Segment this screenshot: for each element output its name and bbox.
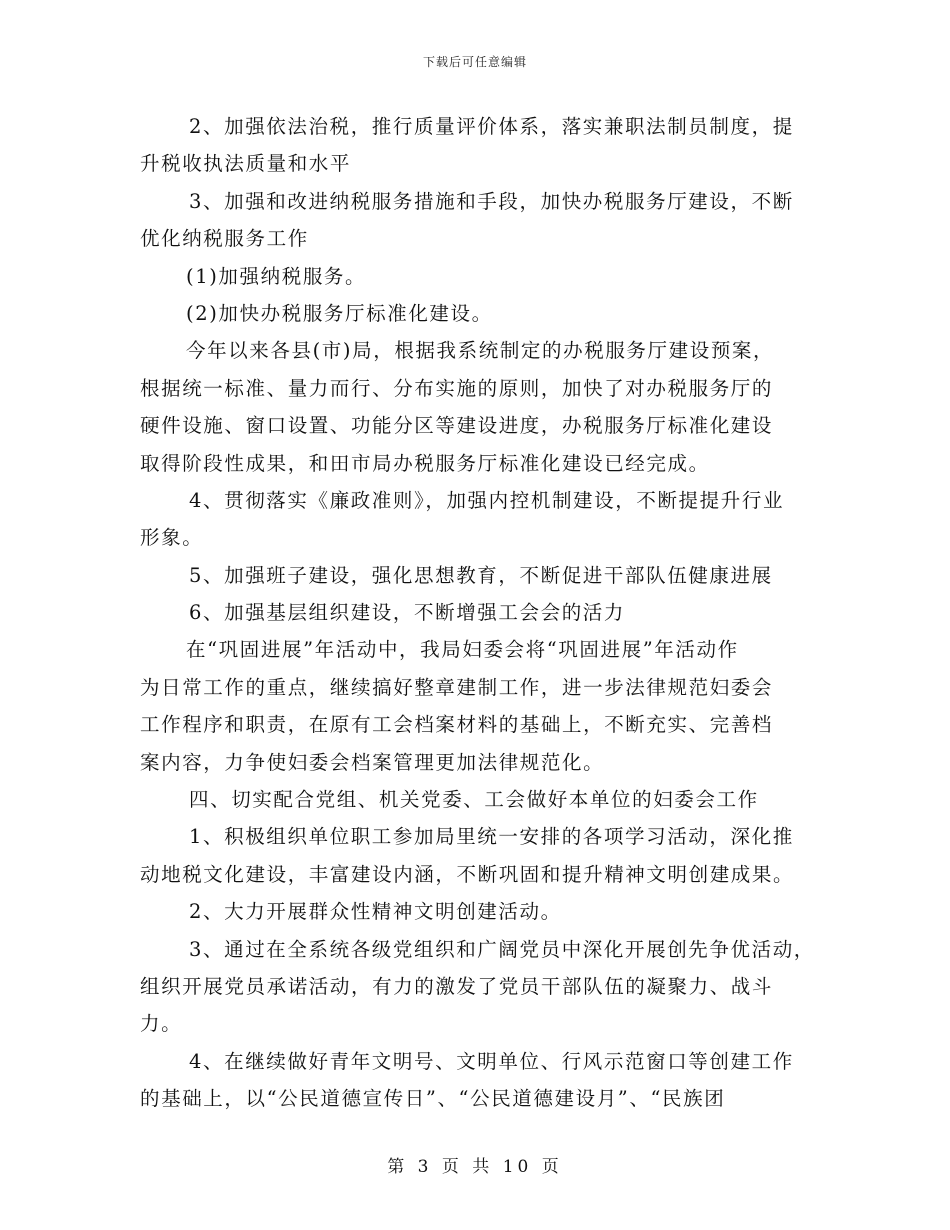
text-line: 为日常工作的重点，继续搞好整章建制工作，进一步法律规范妇委会 [140,675,774,699]
text-line: 根据统一标准、量力而行、分布实施的原则，加快了对办税服务厅的 [140,376,774,400]
text-line: 组织开展党员承诺活动，有力的激发了党员干部队伍的凝聚力、战斗 [140,974,774,998]
text-line: 动地税文化建设，丰富建设内涵，不断巩固和提升精神文明创建成果。 [140,862,795,886]
text-line: 形象。 [140,526,204,550]
text-line: 取得阶段性成果，和田市局办税服务厅标准化建设已经完成。 [140,451,710,475]
text-line: 今年以来各县(市)局，根据我系统制定的办税服务厅建设预案， [186,339,775,363]
text-line: 升税收执法质量和水平 [140,152,352,176]
section-heading: 四、切实配合党组、机关党委、工会做好本单位的妇委会工作 [189,788,759,812]
text-line: 工作程序和职责，在原有工会档案材料的基础上，不断充实、完善档 [140,713,774,737]
text-line: 3、通过在全系统各级党组织和广阔党员中深化开展创先争优活动， [189,937,815,961]
page-number-footer: 第 3 页 共 10 页 [387,1157,563,1177]
document-body [140,108,820,1118]
text-line: 案内容，力争使妇委会档案管理更加法律规范化。 [140,750,605,774]
text-line: (2)加快办税服务厅标准化建设。 [186,301,493,325]
text-line: 1、积极组织单位职工参加局里统一安排的各项学习活动，深化推 [189,825,794,849]
text-line: 在“巩固进展”年活动中，我局妇委会将“巩固进展”年活动作 [186,638,739,662]
text-line: 力。 [140,1012,183,1036]
text-line: 2、大力开展群众性精神文明创建活动。 [189,900,562,924]
text-line: 4、在继续做好青年文明号、文明单位、行风示范窗口等创建工作 [189,1049,794,1073]
text-line: 硬件设施、窗口设置、功能分区等建设进度，办税服务厅标准化建设 [140,414,774,438]
text-line: 2、加强依法治税，推行质量评价体系，落实兼职法制员制度，提 [189,115,794,138]
text-line: 的基础上，以“公民道德宣传日”、“公民道德建设月”、“民族团 [140,1087,726,1111]
text-line: 5、加强班子建设，强化思想教育，不断促进干部队伍健康进展 [189,563,773,587]
text-line: (1)加强纳税服务。 [186,264,367,288]
page-header-note: 下载后可任意编辑 [422,55,527,69]
text-line: 6、加强基层组织建设，不断增强工会会的活力 [189,601,626,625]
text-line: 3、加强和改进纳税服务措施和手段，加快办税服务厅建设，不断 [189,189,794,213]
text-line: 优化纳税服务工作 [140,227,309,251]
text-line: 4、贯彻落实《廉政准则》，加强内控机制建设，不断提提升行业 [189,488,785,512]
